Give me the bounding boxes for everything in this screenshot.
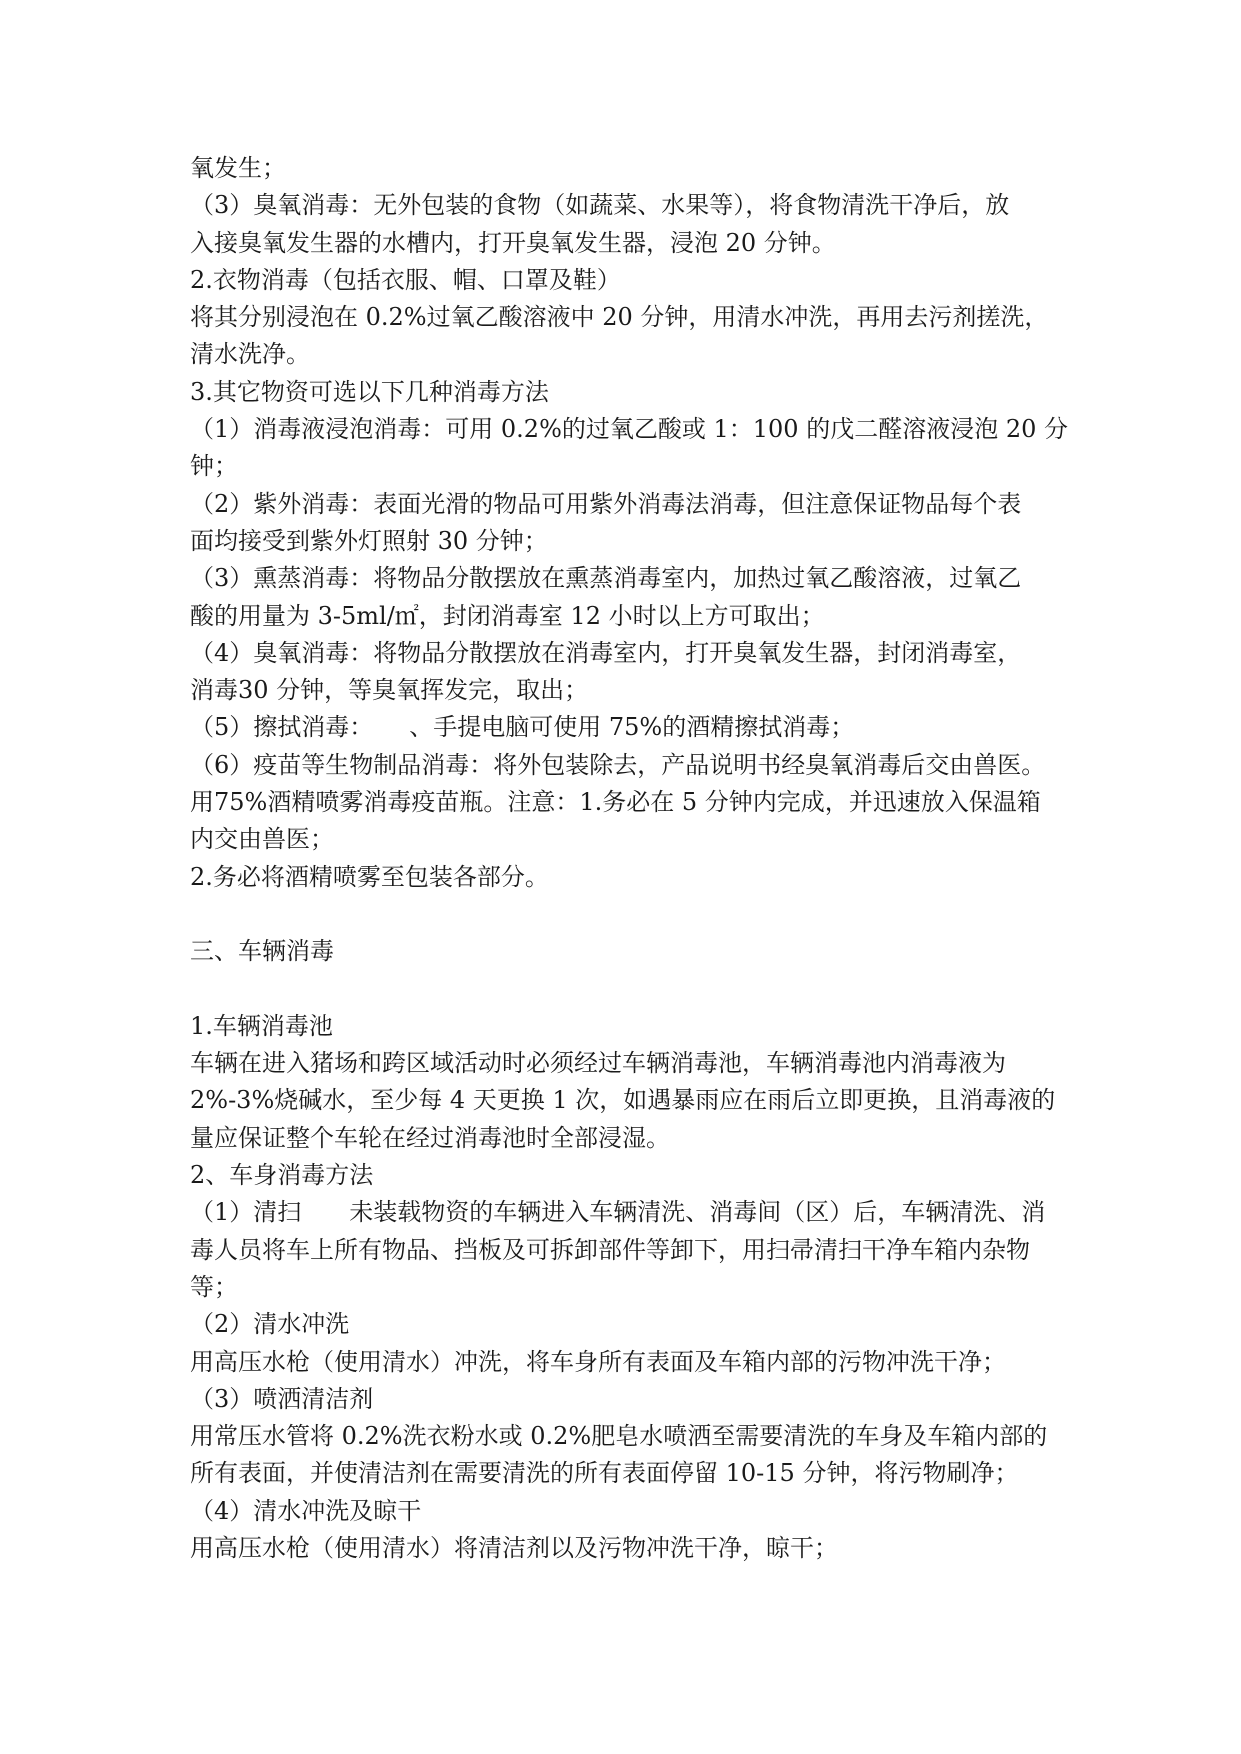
text-line: 所有表面，并使清洁剂在需要清洗的所有表面停留 10-15 分钟，将污物刷净； (190, 1459, 1019, 1488)
blank-line (190, 971, 1070, 1008)
text-line: （2）清水冲洗 (190, 1310, 350, 1339)
text-line: （6）疫苗等生物制品消毒：将外包装除去，产品说明书经臭氧消毒后交由兽医。 (190, 750, 1046, 779)
text-line: 清水洗净。 (190, 340, 310, 369)
text-line: 毒人员将车上所有物品、挡板及可拆卸部件等卸下，用扫帚清扫干净车箱内杂物 (190, 1235, 1030, 1264)
text-line: （2）紫外消毒：表面光滑的物品可用紫外消毒法消毒，但注意保证物品每个表 (190, 489, 1022, 518)
text-line: 量应保证整个车轮在经过消毒池时全部浸湿。 (190, 1123, 670, 1152)
text-line: 面均接受到紫外灯照射 30 分钟； (190, 526, 548, 555)
text-line: 钟； (190, 452, 238, 481)
text-line: 2.务必将酒精喷雾至包装各部分。 (190, 862, 549, 891)
text-line: （1）消毒液浸泡消毒：可用 0.2%的过氧乙酸或 1：100 的戊二醛溶液浸泡 20 分 (190, 415, 1069, 444)
text-line: （3）喷洒清洁剂 (190, 1384, 374, 1413)
text-line: 2%-3%烧碱水，至少每 4 天更换 1 次，如遇暴雨应在雨后立即更换，且消毒液的 (190, 1086, 1056, 1115)
text-line: 1.车辆消毒池 (190, 1011, 333, 1040)
text-line: （4）臭氧消毒：将物品分散摆放在消毒室内，打开臭氧发生器，封闭消毒室， (190, 638, 1022, 667)
text-line: （3）熏蒸消毒：将物品分散摆放在熏蒸消毒室内，加热过氧乙酸溶液，过氧乙 (190, 564, 1022, 593)
text-line: 入接臭氧发生器的水槽内，打开臭氧发生器，浸泡 20 分钟。 (190, 228, 836, 257)
text-line: 3.其它物资可选以下几种消毒方法 (190, 377, 549, 406)
text-line: 用常压水管将 0.2%洗衣粉水或 0.2%肥皂水喷洒至需要清洗的车身及车箱内部的 (190, 1422, 1048, 1451)
text-line: （1）清扫 未装载物资的车辆进入车辆清洗、消毒间（区）后，车辆清洗、消 (190, 1198, 1046, 1227)
text-line: 内交由兽医； (190, 825, 334, 854)
text-line: 氧发生； (190, 154, 286, 182)
text-line: 消毒30 分钟，等臭氧挥发完，取出； (190, 676, 589, 705)
text-line: 酸的用量为 3-5ml/㎡，封闭消毒室 12 小时以上方可取出； (190, 601, 825, 630)
document-body (190, 150, 1070, 1567)
text-line: 2.衣物消毒（包括衣服、帽、口罩及鞋） (190, 265, 621, 294)
section-heading: 三、车辆消毒 (190, 937, 334, 966)
text-line: 用高压水枪（使用清水）将清洁剂以及污物冲洗干净，晾干； (190, 1533, 838, 1562)
text-line: 车辆在进入猪场和跨区域活动时必须经过车辆消毒池，车辆消毒池内消毒液为 (190, 1049, 1006, 1078)
text-line: （3）臭氧消毒：无外包装的食物（如蔬菜、水果等），将食物清洗干净后，放 (190, 191, 1010, 220)
text-line: （4）清水冲洗及晾干 (190, 1496, 422, 1525)
blank-line (190, 896, 1070, 933)
text-line: 将其分别浸泡在 0.2%过氧乙酸溶液中 20 分钟，用清水冲洗，再用去污剂搓洗， (190, 303, 1049, 332)
text-line: 等； (190, 1272, 238, 1301)
text-line: 2、车身消毒方法 (190, 1161, 374, 1190)
text-line: 用75%酒精喷雾消毒疫苗瓶。注意：1.务必在 5 分钟内完成，并迅速放入保温箱 (190, 788, 1041, 817)
text-line: 用高压水枪（使用清水）冲洗，将车身所有表面及车箱内部的污物冲洗干净； (190, 1347, 1006, 1376)
text-line: （5）擦拭消毒： 、手提电脑可使用 75%的酒精擦拭消毒； (190, 713, 855, 742)
